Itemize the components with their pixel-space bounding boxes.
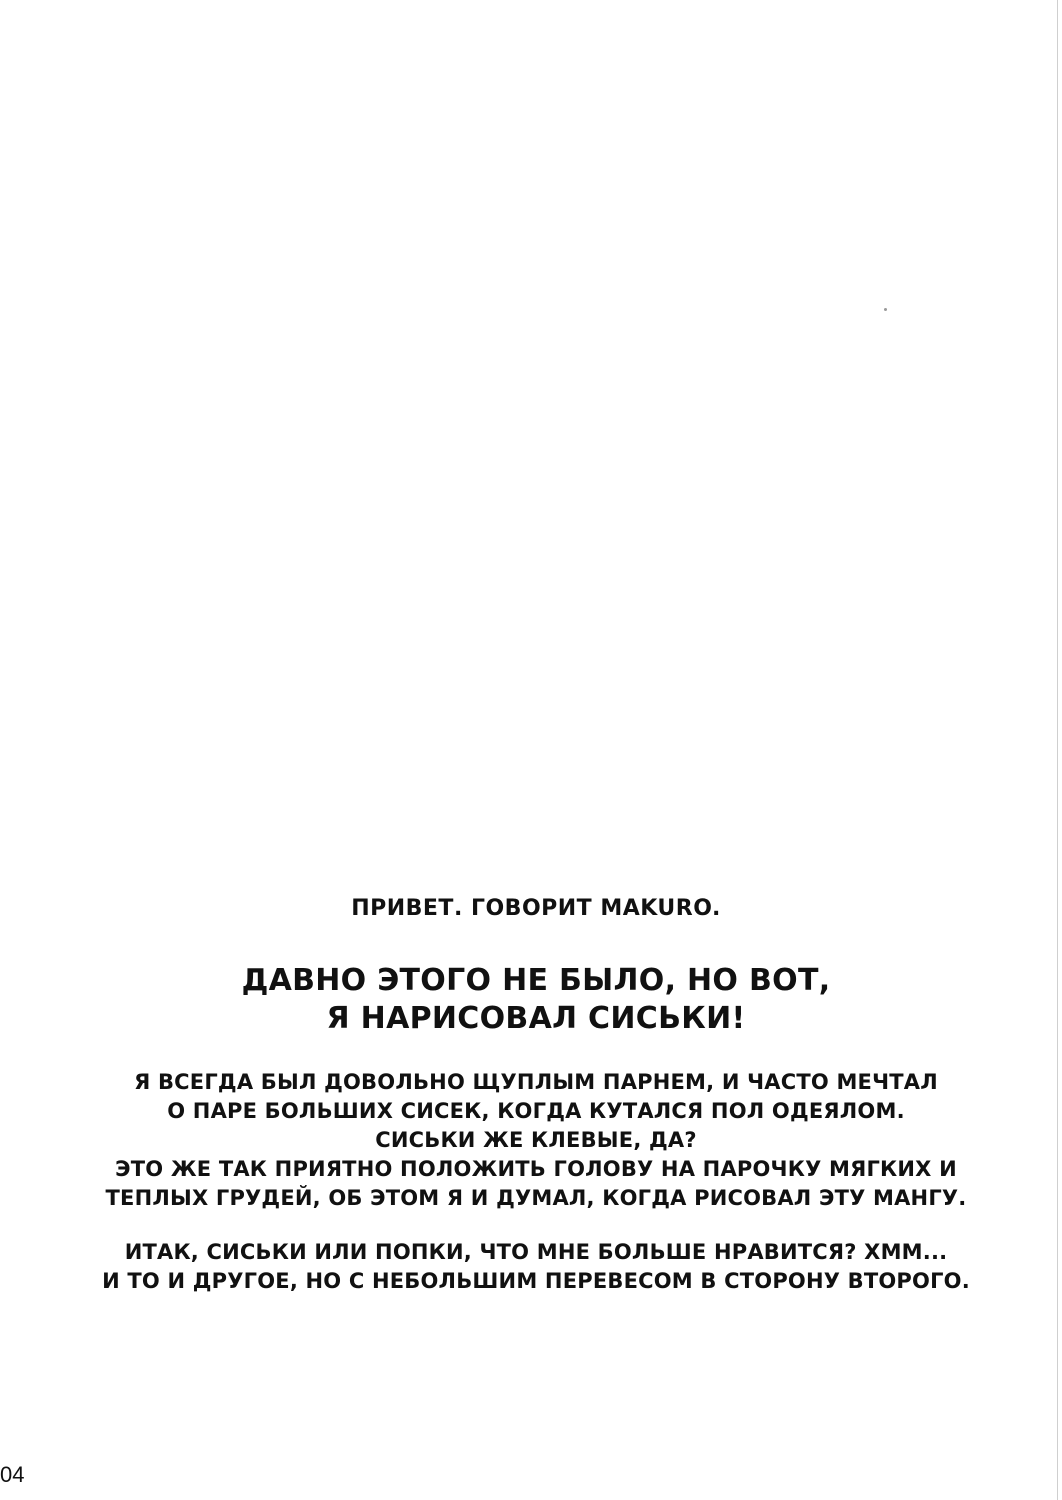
paragraph-line: ТЕПЛЫХ ГРУДЕЙ, ОБ ЭТОМ Я И ДУМАЛ, КОГДА РИСОВАЛ ЭТУ МАНГУ. [105, 1186, 967, 1210]
headline-line: ДАВНО ЭТОГО НЕ БЫЛО, НО ВОТ, [241, 963, 831, 998]
paragraph-1 [60, 1068, 1012, 1213]
scan-edge-line [1057, 0, 1058, 1500]
paragraph-line: О ПАРЕ БОЛЬШИХ СИСЕК, КОГДА КУТАЛСЯ ПОЛ ОДЕЯЛОМ. [167, 1099, 905, 1123]
paragraph-line: ЭТО ЖЕ ТАК ПРИЯТНО ПОЛОЖИТЬ ГОЛОВУ НА ПАРОЧКУ МЯГКИХ И [115, 1157, 957, 1181]
paragraph-line: СИСЬКИ ЖЕ КЛЕВЫЕ, ДА? [375, 1128, 697, 1152]
headline-line: Я НАРИСОВАЛ СИСЬКИ! [326, 1001, 746, 1036]
paragraph-line: И ТО И ДРУГОЕ, НО С НЕБОЛЬШИМ ПЕРЕВЕСОМ В СТОРОНУ ВТОРОГО. [102, 1269, 970, 1293]
scan-speck [884, 308, 887, 311]
page-number: 04 [0, 1462, 25, 1487]
paragraph-line: Я ВСЕГДА БЫЛ ДОВОЛЬНО ЩУПЛЫМ ПАРНЕМ, И ЧАСТО МЕЧТАЛ [134, 1070, 938, 1094]
paragraph-2 [60, 1238, 1012, 1296]
headline [60, 962, 1012, 1038]
paragraph-line: ИТАК, СИСЬКИ ИЛИ ПОПКИ, ЧТО МНЕ БОЛЬШЕ НРАВИТСЯ? ХММ... [124, 1240, 948, 1264]
greeting-line: ПРИВЕТ. ГОВОРИТ MAKURO. [351, 896, 721, 921]
